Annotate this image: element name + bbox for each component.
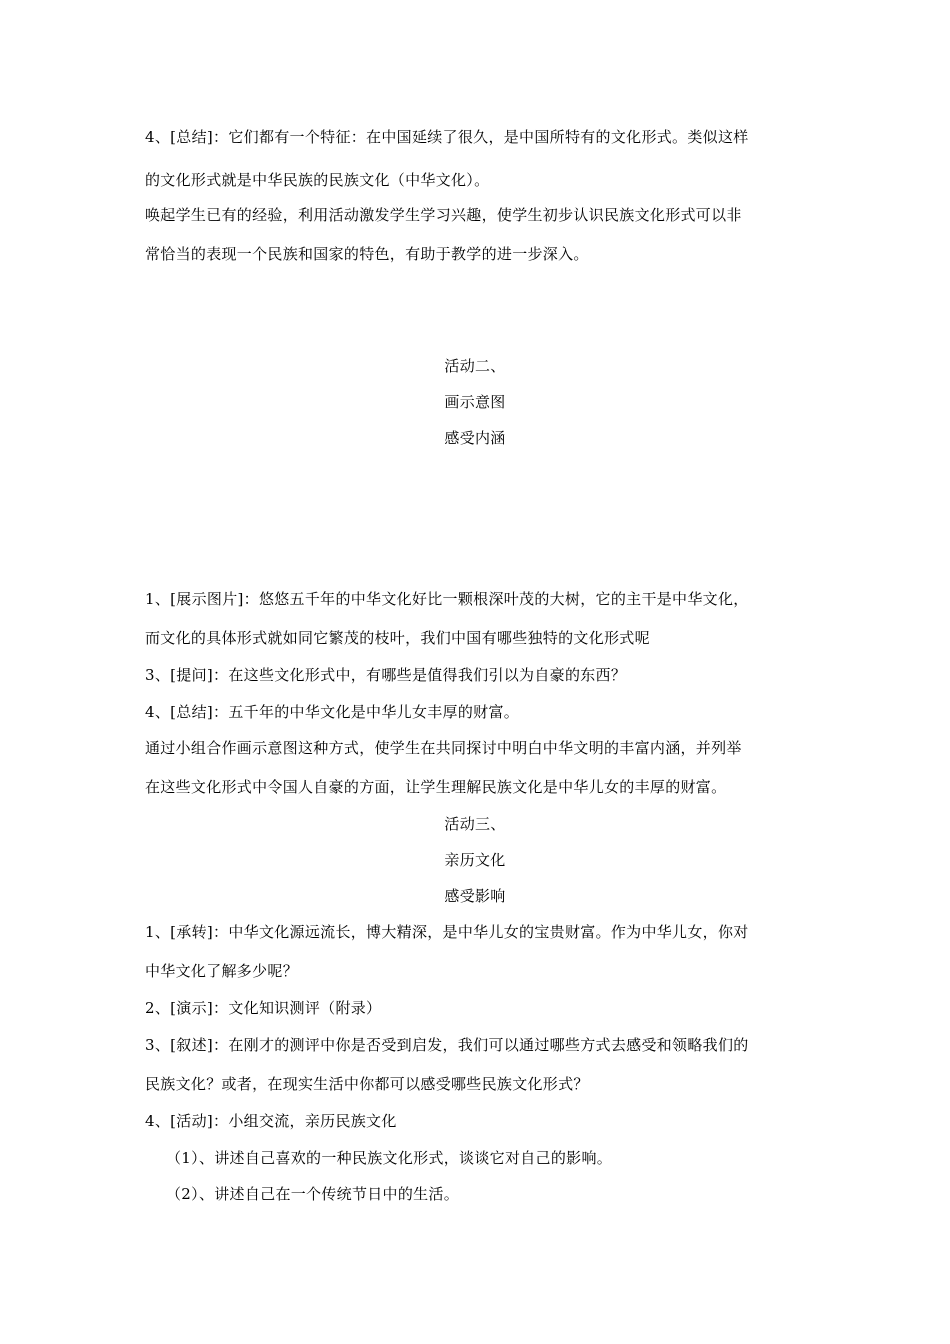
summary-paragraph-line-1: 4、[总结]：它们都有一个特征：在中国延续了很久，是中国所特有的文化形式。类似这样 xyxy=(145,128,749,146)
intent-paragraph-line-1: 唤起学生已有的经验，利用活动激发学生学习兴趣，使学生初步认识民族文化形式可以非 xyxy=(145,206,742,224)
activity3-heading-subtitle: 感受影响 xyxy=(444,887,506,905)
activity2-intent-line-1: 通过小组合作画示意图这种方式，使学生在共同探讨中明白中华文明的丰富内涵，并列举 xyxy=(145,739,742,757)
activity3-sub-item-1: （1）、讲述自己喜欢的一种民族文化形式，谈谈它对自己的影响。 xyxy=(166,1149,613,1167)
intent-paragraph-line-2: 常恰当的表现一个民族和国家的特色，有助于教学的进一步深入。 xyxy=(145,245,589,263)
activity2-intent-line-2: 在这些文化形式中令国人自豪的方面，让学生理解民族文化是中华儿女的丰厚的财富。 xyxy=(145,778,727,796)
activity3-item3-line-1: 3、[叙述]：在刚才的测评中你是否受到启发，我们可以通过哪些方式去感受和领略我们的 xyxy=(145,1036,749,1054)
activity2-item3: 3、[提问]：在这些文化形式中，有哪些是值得我们引以为自豪的东西？ xyxy=(145,666,627,684)
activity2-heading-number: 活动二、 xyxy=(444,357,506,375)
activity3-item3-line-2: 民族文化？或者，在现实生活中你都可以感受哪些民族文化形式？ xyxy=(145,1075,589,1093)
activity3-item1-line-1: 1、[承转]：中华文化源远流长，博大精深，是中华儿女的宝贵财富。作为中华儿女，你对 xyxy=(145,923,749,941)
activity2-heading-title: 画示意图 xyxy=(444,393,506,411)
activity2-item1-line-1: 1、[展示图片]：悠悠五千年的中华文化好比一颗根深叶茂的大树，它的主干是中华文化， xyxy=(145,590,749,608)
activity3-item2: 2、[演示]：文化知识测评（附录） xyxy=(145,999,382,1017)
activity2-item4: 4、[总结]：五千年的中华文化是中华儿女丰厚的财富。 xyxy=(145,703,520,721)
activity2-item1-line-2: 而文化的具体形式就如同它繁茂的枝叶，我们中国有哪些独特的文化形式呢 xyxy=(145,629,650,647)
summary-paragraph-line-2: 的文化形式就是中华民族的民族文化（中华文化）。 xyxy=(145,171,490,189)
activity2-heading-subtitle: 感受内涵 xyxy=(444,429,506,447)
activity3-heading-title: 亲历文化 xyxy=(444,851,506,869)
activity3-sub-item-2: （2）、讲述自己在一个传统节日中的生活。 xyxy=(166,1185,460,1203)
activity3-heading-number: 活动三、 xyxy=(444,815,506,833)
activity3-item1-line-2: 中华文化了解多少呢？ xyxy=(145,962,299,980)
activity3-item4: 4、[活动]：小组交流，亲历民族文化 xyxy=(145,1112,397,1130)
